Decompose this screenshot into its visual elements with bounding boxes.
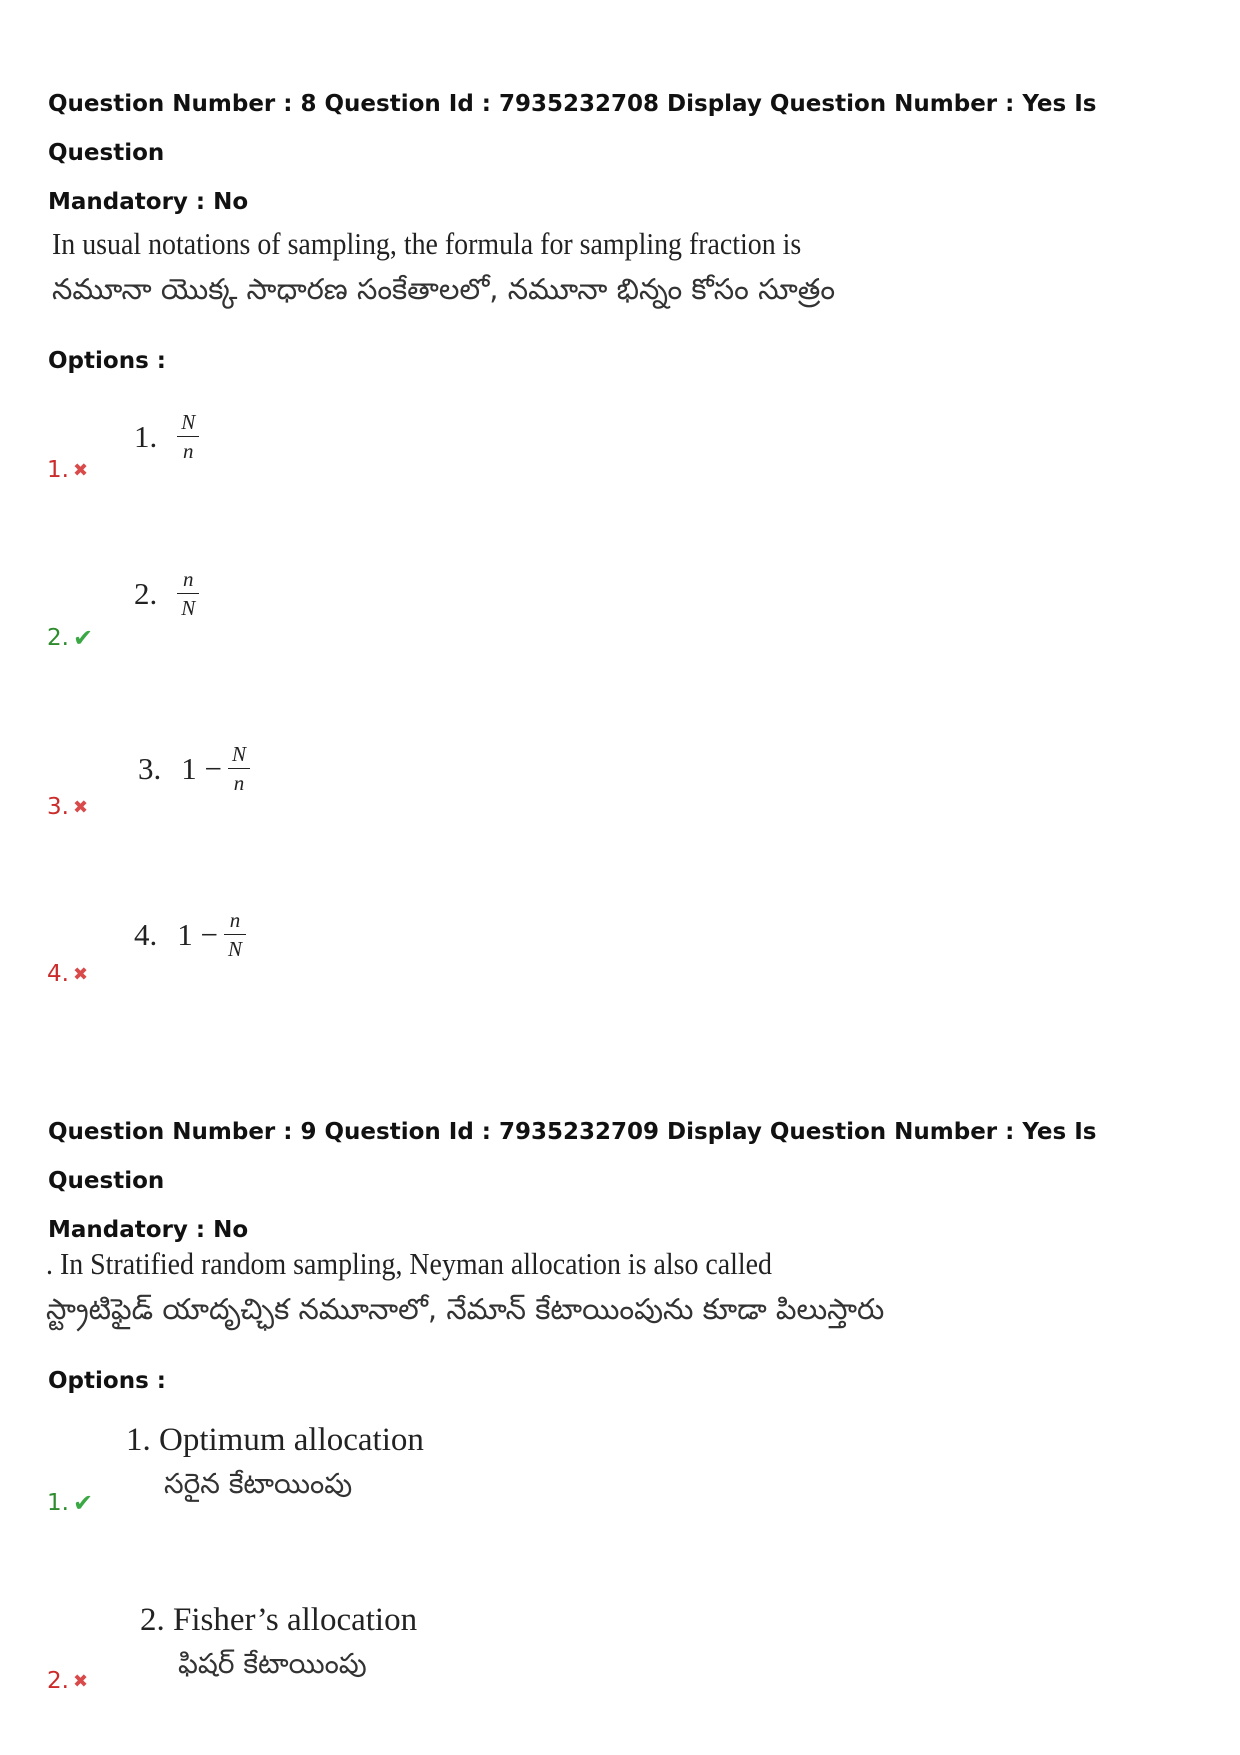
question-9-text — [46, 1242, 1146, 1332]
check-icon: ✔ — [72, 624, 94, 652]
cross-icon: ✖ — [72, 1670, 89, 1692]
question-9-text-telugu: స్ట్రాటిఫైడ్ యాదృచ్ఛిక నమూనాలో, నేమాన్ కేటాయింపును కూడా పిలుస్తారు — [46, 1292, 885, 1326]
option-number: 3. — [138, 750, 162, 786]
question-9-text-english: . In Stratified random sampling, Neyman allocation is also called — [46, 1246, 772, 1281]
check-icon: ✔ — [72, 1489, 94, 1517]
question-8-option-3-marker — [47, 794, 88, 820]
question-9-option-2-marker — [47, 1668, 88, 1694]
fraction — [177, 567, 199, 620]
option-number: 4. — [134, 916, 158, 952]
question-8-options-label: Options : — [48, 348, 166, 374]
question-8-header-line2: Mandatory : No — [48, 189, 249, 215]
question-8-text-english: In usual notations of sampling, the formula for sampling fraction is — [52, 226, 802, 261]
fraction-denominator: N — [181, 596, 196, 620]
option-prefix: 1 − — [181, 750, 222, 786]
question-8-header — [48, 80, 1198, 227]
fraction-numerator: n — [229, 908, 241, 932]
question-8-option-1-marker — [47, 457, 88, 483]
option-label: 3. — [47, 794, 69, 820]
option-text-telugu: సరైన కేటాయింపు — [164, 1467, 353, 1500]
option-label: 2. — [47, 625, 69, 651]
fraction-denominator: n — [183, 439, 194, 463]
fraction — [224, 908, 246, 961]
question-9-option-1-marker — [47, 1489, 93, 1517]
question-8-option-3-content — [138, 742, 250, 795]
fraction-bar — [177, 436, 199, 437]
cross-icon: ✖ — [72, 459, 89, 481]
question-8-text — [52, 222, 1152, 312]
fraction-bar — [224, 934, 246, 935]
option-number: 2. — [134, 575, 158, 611]
question-8-option-2-content — [134, 567, 199, 620]
question-9-option-2-content — [140, 1598, 417, 1686]
fraction-denominator: N — [227, 937, 242, 961]
question-8-option-4-content — [134, 908, 246, 961]
question-9-options-label: Options : — [48, 1368, 166, 1394]
question-8-option-1-content — [134, 410, 199, 463]
question-8-option-2-marker — [47, 624, 93, 652]
fraction-denominator: n — [233, 771, 245, 795]
option-label: 1. — [47, 457, 69, 483]
fraction-numerator: n — [183, 567, 194, 591]
fraction — [177, 410, 199, 463]
option-text-english: 2. Fisher’s allocation — [140, 1602, 418, 1638]
question-9-header-line1: Question Number : 9 Question Id : 7935232709 Display Question Number : Yes Is Question — [48, 1119, 1097, 1194]
fraction-bar — [177, 593, 199, 594]
question-9-header-line2: Mandatory : No — [48, 1217, 249, 1243]
option-label: 4. — [47, 961, 69, 987]
option-label: 1. — [47, 1490, 69, 1516]
option-text-english: 1. Optimum allocation — [126, 1422, 424, 1458]
fraction-numerator: N — [231, 742, 246, 766]
option-prefix: 1 − — [177, 916, 218, 952]
option-number: 1. — [134, 418, 158, 454]
fraction-bar — [228, 768, 250, 769]
question-8-header-line1: Question Number : 8 Question Id : 7935232708 Display Question Number : Yes Is Question — [48, 91, 1097, 166]
fraction — [228, 742, 250, 795]
option-text-telugu: ఫిషర్ కేటాయింపు — [178, 1647, 367, 1680]
question-8-option-4-marker — [47, 961, 88, 987]
option-label: 2. — [47, 1668, 69, 1694]
cross-icon: ✖ — [72, 796, 89, 818]
question-9-option-1-content — [126, 1418, 424, 1506]
fraction-numerator: N — [181, 410, 196, 434]
question-9-header — [48, 1108, 1198, 1255]
question-8-text-telugu: నమూనా యొక్క సాధారణ సంకేతాలలో, నమూనా భిన్నం కోసం సూత్రం — [52, 272, 836, 306]
cross-icon: ✖ — [72, 963, 89, 985]
